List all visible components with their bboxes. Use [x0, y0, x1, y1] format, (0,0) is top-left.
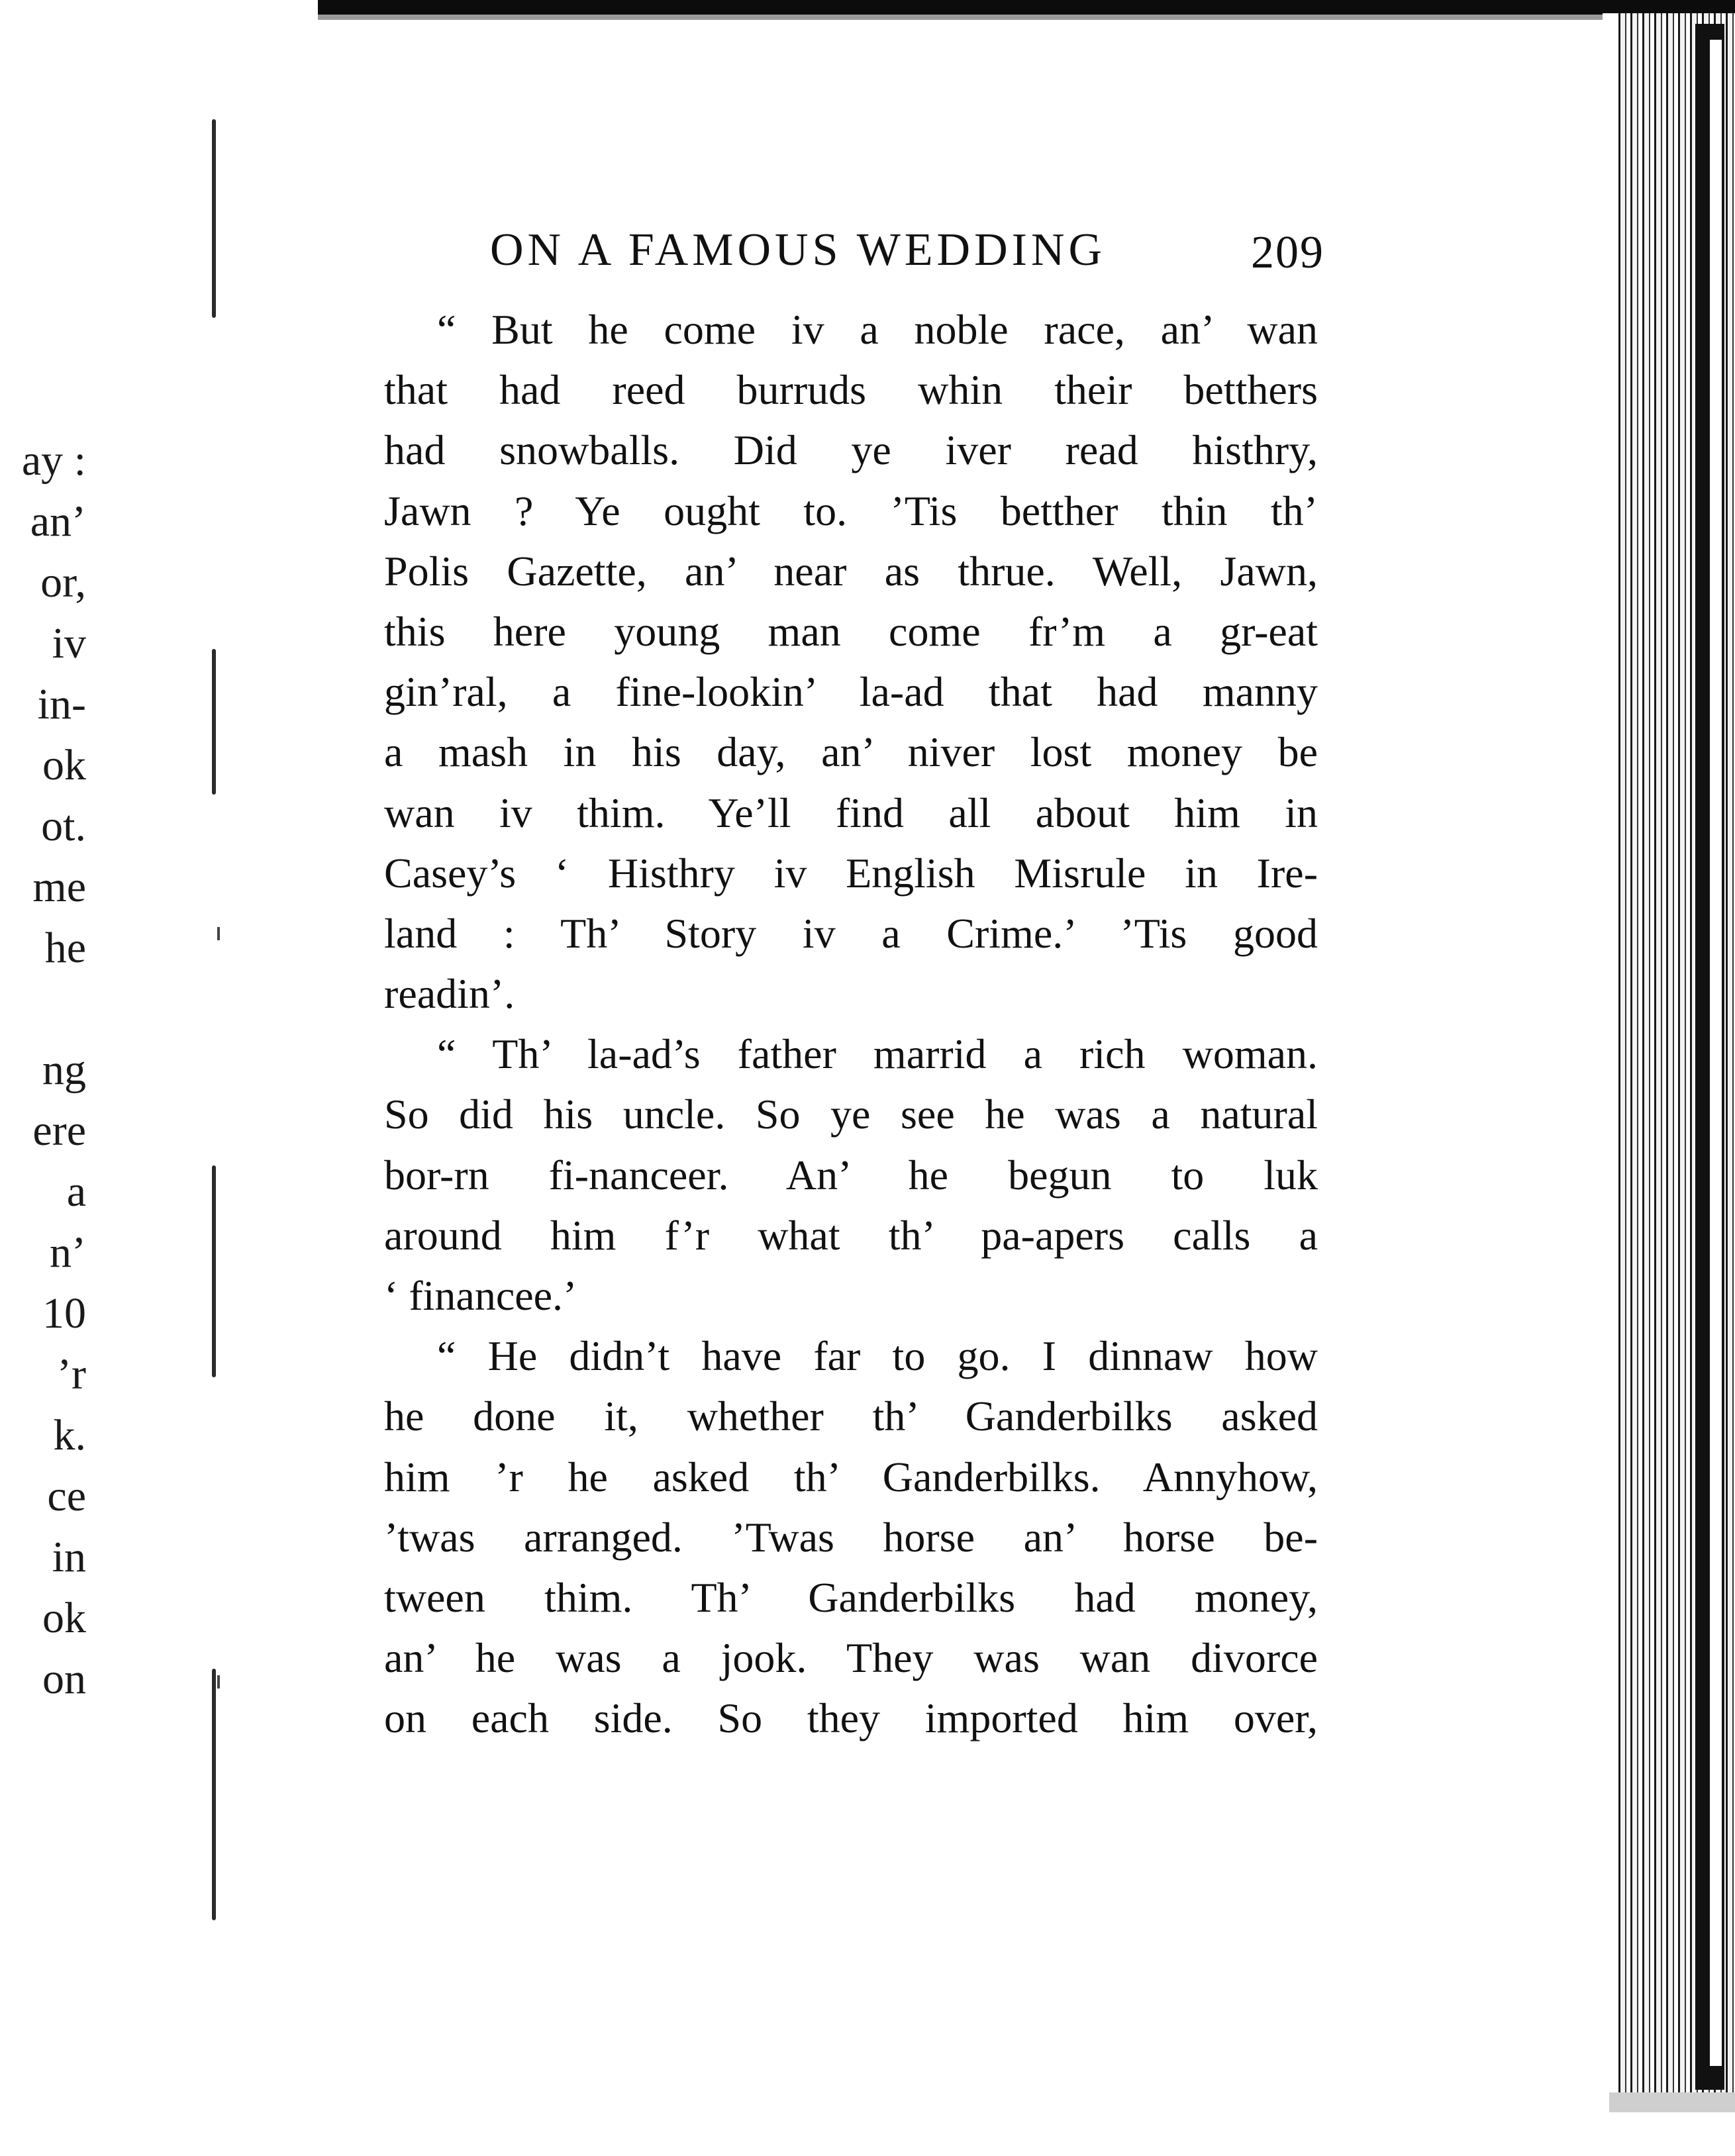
text-line: that had reed burruds whin their betthers	[384, 366, 1318, 414]
gutter-mark	[217, 927, 220, 940]
text-line: a mash in his day, an’ niver lost money be	[384, 728, 1318, 776]
body-text	[384, 299, 1318, 1749]
text-line: Jawn ? Ye ought to. ’Tis betther thin th’	[384, 487, 1318, 534]
page-edge-light	[1710, 40, 1722, 2066]
fragment-line: me	[32, 863, 86, 911]
text-line: “ But he come iv a noble race, an’ wan	[437, 306, 1318, 353]
scan-top-edge	[318, 0, 1735, 15]
text-line: an’ he was a jook. They was wan divorce	[384, 1634, 1318, 1682]
fragment-line: an’	[30, 497, 86, 546]
text-line: he done it, whether th’ Ganderbilks asked	[384, 1393, 1318, 1440]
page-edge-inner	[1603, 13, 1616, 2106]
fragment-line: n’	[50, 1228, 86, 1277]
text-line: “ Th’ la-ad’s father marrid a rich woman.	[437, 1030, 1318, 1078]
fragment-line: he	[44, 924, 86, 972]
text-line: “ He didn’t have far to go. I dinnaw how	[437, 1332, 1318, 1380]
text-line: on each side. So they imported him over,	[384, 1694, 1318, 1742]
fragment-line: 10	[42, 1289, 86, 1338]
fragment-line: iv	[52, 619, 86, 667]
text-line: bor-rn fi-nanceer. An’ he begun to luk	[384, 1151, 1318, 1199]
text-line: So did his uncle. So ye see he was a natural	[384, 1091, 1318, 1138]
fragment-line: on	[42, 1655, 86, 1703]
fragment-line: ok	[42, 1594, 86, 1642]
fragment-line	[0, 979, 86, 1040]
text-line: Casey’s ‘ Histhry iv English Misrule in Ire-	[384, 849, 1318, 897]
page-number: 209	[1251, 227, 1324, 278]
text-line: ’twas arranged. ’Twas horse an’ horse be-	[384, 1513, 1318, 1561]
fragment-line: ay :	[21, 436, 86, 485]
gutter-mark	[217, 1675, 220, 1689]
gutter-fold-line	[212, 649, 216, 795]
text-line: this here young man come fr’m a gr-eat	[384, 607, 1318, 655]
running-head	[490, 224, 1324, 297]
fragment-line: ng	[42, 1046, 86, 1094]
text-line: ‘ financee.’	[384, 1272, 577, 1319]
text-line: him ’r he asked th’ Ganderbilks. Annyhow,	[384, 1453, 1318, 1500]
text-line: around him f’r what th’ pa-apers calls a	[384, 1211, 1318, 1259]
fragment-line: a	[66, 1167, 86, 1216]
text-line: gin’ral, a fine-lookin’ la-ad that had manny	[384, 668, 1318, 716]
text-line: land : Th’ Story iv a Crime.’ ’Tis good	[384, 909, 1318, 957]
page-edge-bottom	[1609, 2092, 1735, 2112]
fragment-line: k.	[53, 1411, 86, 1459]
chapter-title: ON A FAMOUS WEDDING	[490, 224, 1107, 275]
fragment-line: or,	[40, 558, 86, 607]
text-line: tween thim. Th’ Ganderbilks had money,	[384, 1573, 1318, 1621]
gutter-fold-line	[212, 1669, 216, 1920]
paragraph	[384, 1024, 1318, 1326]
left-page-fragments	[0, 430, 86, 1710]
left-page-margin	[0, 0, 223, 2156]
fragment-line: ce	[47, 1472, 86, 1520]
fragment-line: ’r	[57, 1350, 86, 1398]
scan-top-shadow	[318, 15, 1629, 20]
text-line: wan iv thim. Ye’ll find all about him in	[384, 789, 1318, 836]
fragment-line: in-	[37, 680, 86, 728]
text-line: had snowballs. Did ye iver read histhry,	[384, 426, 1318, 474]
text-line: Polis Gazette, an’ near as thrue. Well, Jawn,	[384, 547, 1318, 595]
gutter-fold-line	[212, 1165, 216, 1377]
fragment-line: ok	[42, 741, 86, 789]
paragraph	[384, 1326, 1318, 1748]
text-line: readin’.	[384, 970, 515, 1018]
fragment-line: ere	[32, 1106, 86, 1155]
fragment-line: ot.	[41, 802, 86, 850]
fragment-line: in	[52, 1533, 86, 1581]
gutter-fold-line	[212, 119, 216, 318]
paragraph	[384, 299, 1318, 1024]
